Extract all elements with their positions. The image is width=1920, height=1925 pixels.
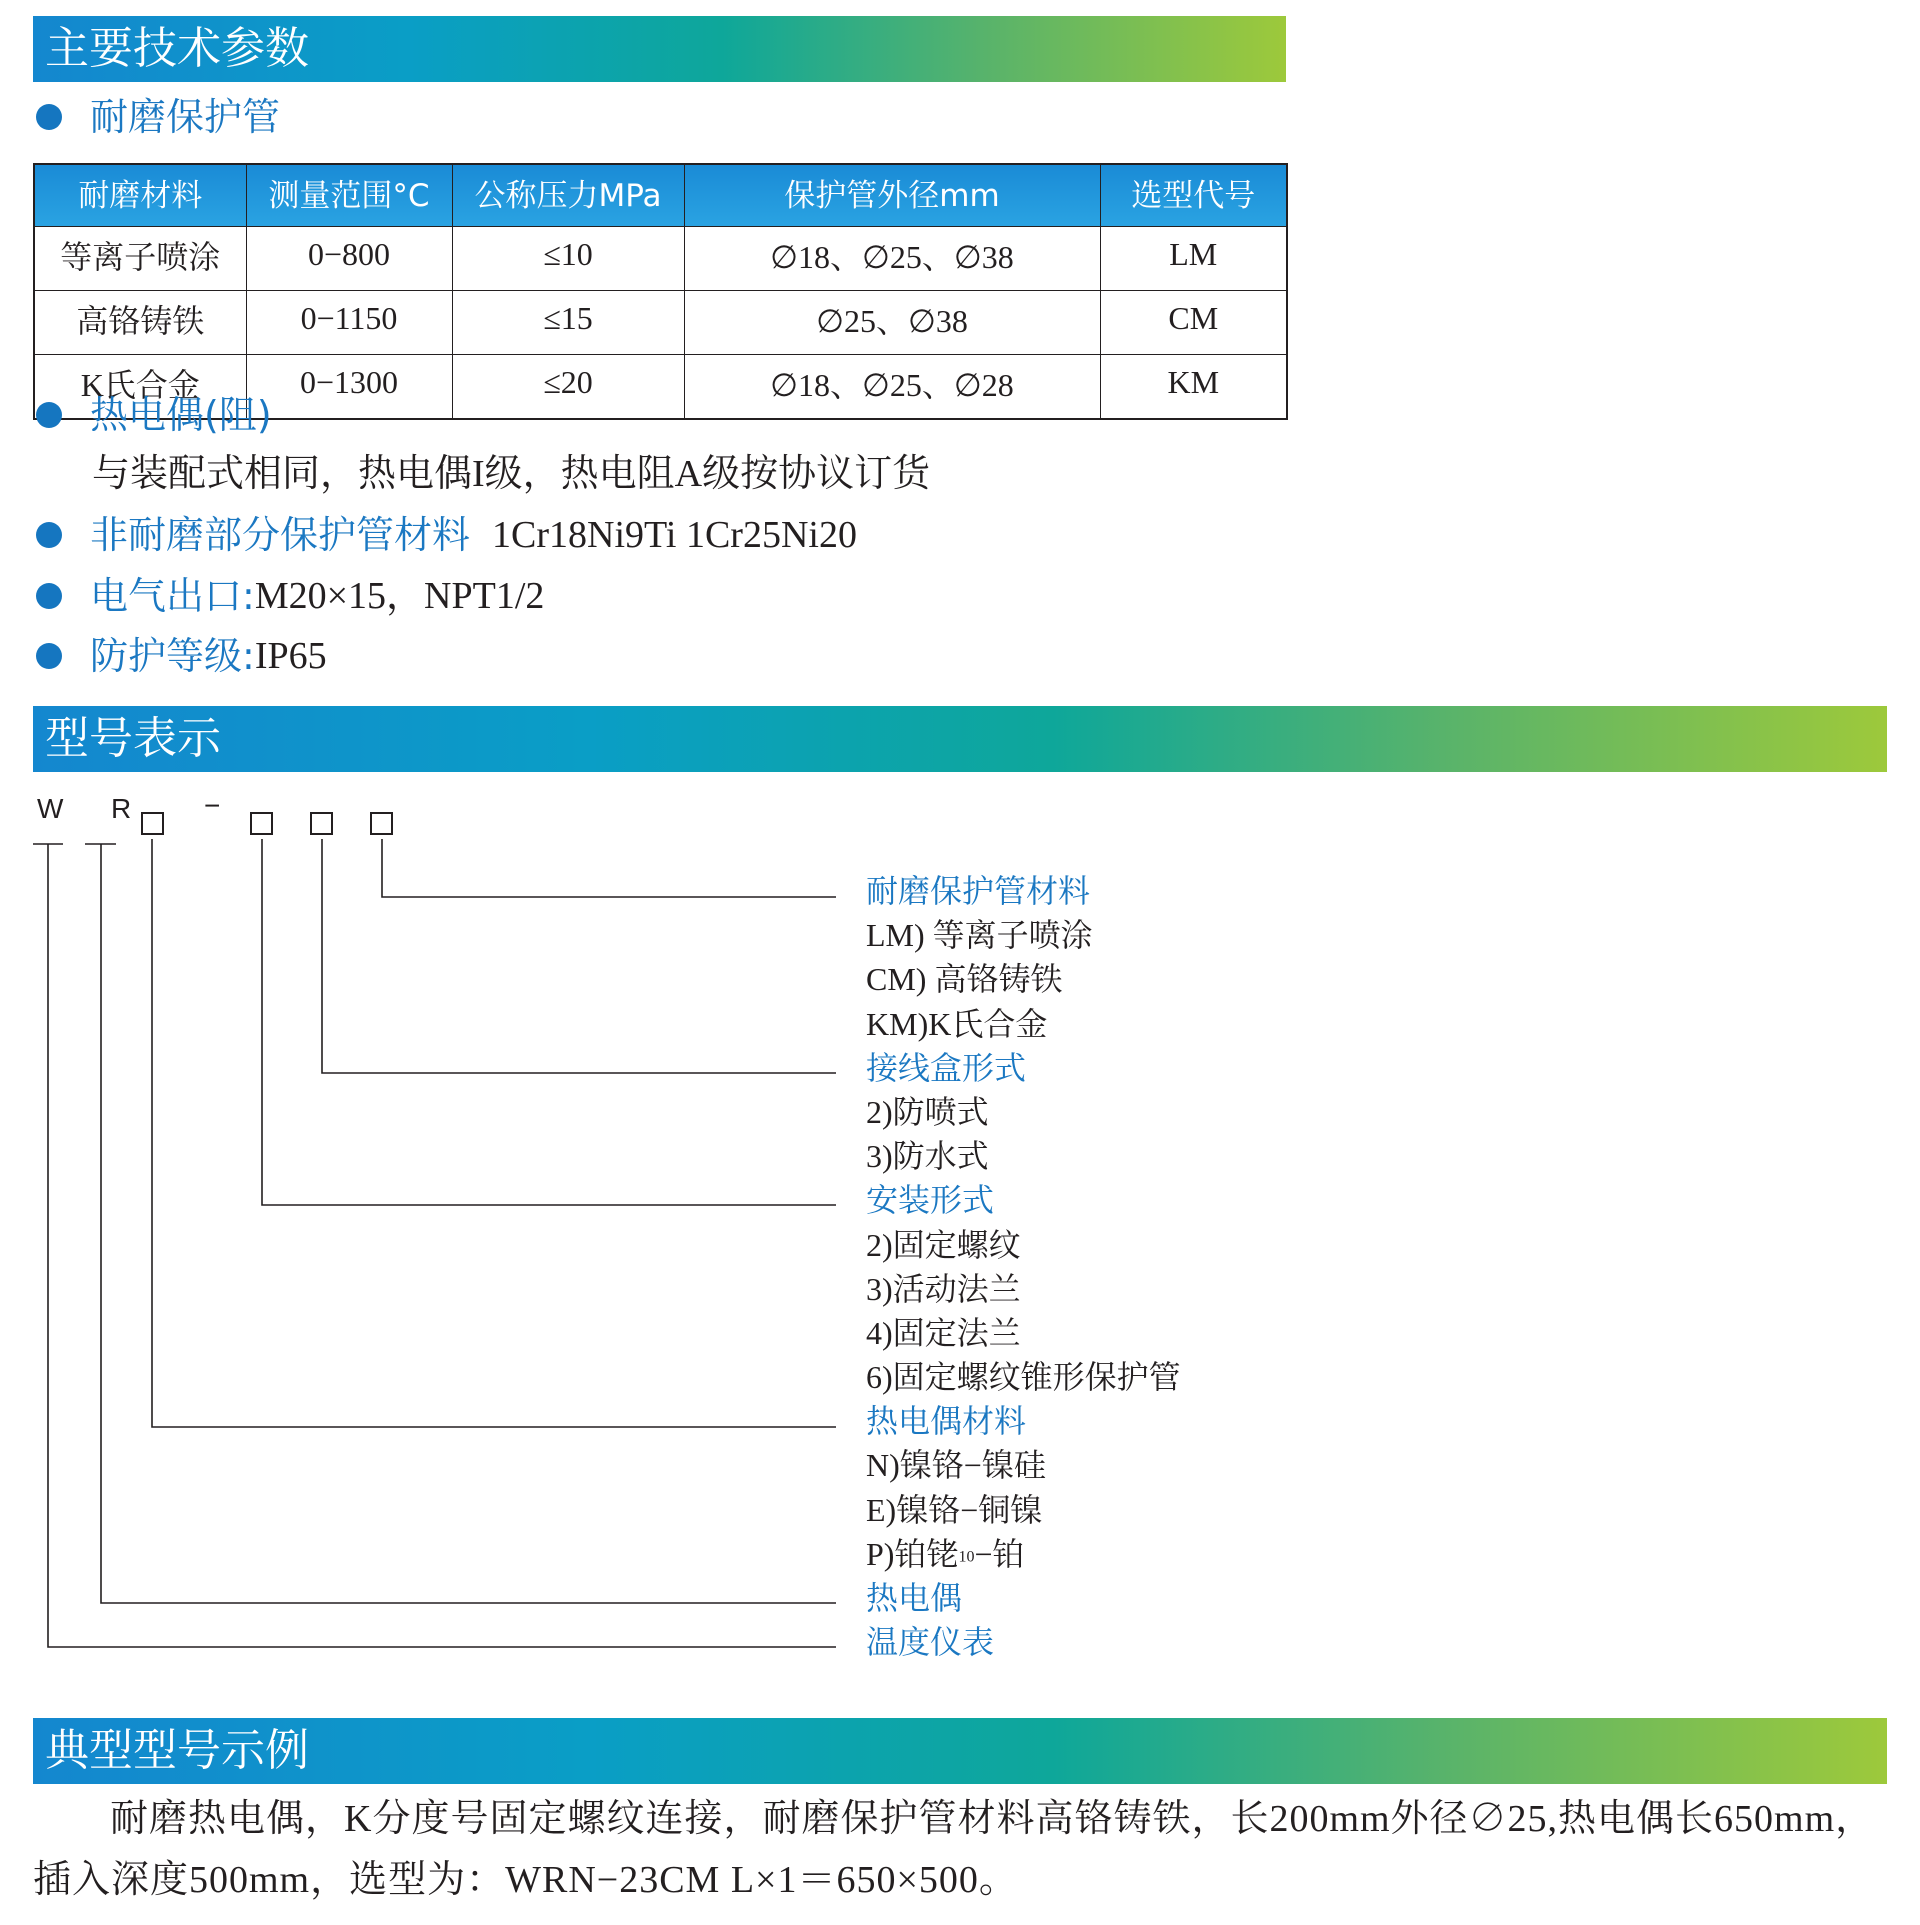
table-header-cell: 选型代号 bbox=[1100, 164, 1287, 227]
table-cell: K氏合金 bbox=[34, 355, 246, 420]
legend-option-text: P)铂铑 bbox=[866, 1535, 959, 1572]
legend-heading: 热电偶 bbox=[866, 1579, 963, 1617]
legend-option: 2)固定螺纹 bbox=[866, 1226, 1021, 1263]
code-letter-w: W bbox=[37, 793, 64, 824]
example-paragraph-line: 耐磨热电偶，K分度号固定螺纹连接，耐磨保护管材料高铬铸铁，长200mm外径∅25,热电偶长650mm， bbox=[110, 1798, 1875, 1840]
code-letter-r: R bbox=[111, 793, 132, 824]
bullet-label: 耐磨保护管 bbox=[90, 95, 281, 139]
connector-box-2 bbox=[262, 839, 836, 1205]
table-cell: 0−1300 bbox=[246, 355, 452, 420]
legend-option: 3)防水式 bbox=[866, 1138, 989, 1175]
table-cell: ∅25、∅38 bbox=[684, 291, 1100, 355]
table-cell: CM bbox=[1100, 291, 1287, 355]
table-cell: ≤10 bbox=[452, 227, 684, 291]
legend-option: KM)K氏合金 bbox=[866, 1005, 1048, 1042]
legend-heading: 安装形式 bbox=[866, 1181, 995, 1220]
legend-option bbox=[866, 1532, 1181, 1576]
table-header-cell: 耐磨材料 bbox=[34, 164, 246, 227]
table-cell: 0−1150 bbox=[246, 291, 452, 355]
section-header-example bbox=[33, 1718, 1887, 1784]
connector-box-4 bbox=[382, 839, 836, 897]
table-cell: KM bbox=[1100, 355, 1287, 420]
example-paragraph-line: 插入深度500mm，选型为：WRN−23CM L×1＝650×500。 bbox=[33, 1859, 1018, 1901]
legend-option: 4)固定法兰 bbox=[866, 1314, 1021, 1351]
legend-heading: 接线盒形式 bbox=[866, 1048, 1027, 1087]
table-header-cell: 测量范围°C bbox=[246, 164, 452, 227]
section-title: 典型型号示例 bbox=[45, 1725, 309, 1776]
connector-w bbox=[48, 844, 836, 1647]
code-dash: − bbox=[204, 790, 221, 821]
section-title: 主要技术参数 bbox=[45, 23, 309, 74]
connector-r bbox=[101, 844, 836, 1603]
legend-heading: 温度仪表 bbox=[866, 1623, 995, 1662]
table-header-cell: 公称压力MPa bbox=[452, 164, 684, 227]
bullet-label: 电气出口: bbox=[90, 574, 255, 618]
table-cell: 0−800 bbox=[246, 227, 452, 291]
table-cell: LM bbox=[1100, 227, 1287, 291]
table-cell: ∅18、∅25、∅28 bbox=[684, 355, 1100, 420]
legend-option-suffix: −铂 bbox=[974, 1535, 1025, 1572]
legend-option: 3)活动法兰 bbox=[866, 1270, 1021, 1307]
bullet-label: 防护等级: bbox=[90, 634, 255, 678]
model-code-legend bbox=[866, 869, 1181, 1664]
bullet-label: 非耐磨部分保护管材料 bbox=[90, 513, 471, 557]
connector-box-1 bbox=[152, 839, 836, 1427]
legend-heading: 耐磨保护管材料 bbox=[866, 872, 1091, 910]
legend-option: N)镍铬−镍硅 bbox=[866, 1447, 1046, 1484]
legend-option: CM) 高铬铸铁 bbox=[866, 961, 1063, 998]
legend-option-subscript: 10 bbox=[958, 1548, 975, 1566]
connector-box-3 bbox=[322, 839, 836, 1073]
table-cell: 高铬铸铁 bbox=[34, 291, 246, 355]
bullet-value: IP65 bbox=[254, 635, 327, 677]
legend-option: LM) 等离子喷涂 bbox=[866, 917, 1093, 954]
legend-option: 6)固定螺纹锥形保护管 bbox=[866, 1359, 1181, 1396]
legend-heading: 热电偶材料 bbox=[866, 1402, 1027, 1441]
section-title: 型号表示 bbox=[45, 713, 221, 764]
thermocouple-description: 与装配式相同，热电偶I级，热电阻A级按协议订货 bbox=[92, 453, 931, 495]
bullet-label: 热电偶(阻) bbox=[90, 393, 272, 437]
bullet-value: 1Cr18Ni9Ti 1Cr25Ni20 bbox=[492, 514, 857, 556]
table-cell: 等离子喷涂 bbox=[34, 227, 246, 291]
bullet-value: M20×15，NPT1/2 bbox=[254, 575, 545, 617]
table-cell: ≤20 bbox=[452, 355, 684, 420]
legend-option: E)镍铬−铜镍 bbox=[866, 1491, 1043, 1528]
table-cell: ∅18、∅25、∅38 bbox=[684, 227, 1100, 291]
table-cell: ≤15 bbox=[452, 291, 684, 355]
legend-option: 2)防喷式 bbox=[866, 1093, 989, 1130]
table-header-cell: 保护管外径mm bbox=[684, 164, 1100, 227]
